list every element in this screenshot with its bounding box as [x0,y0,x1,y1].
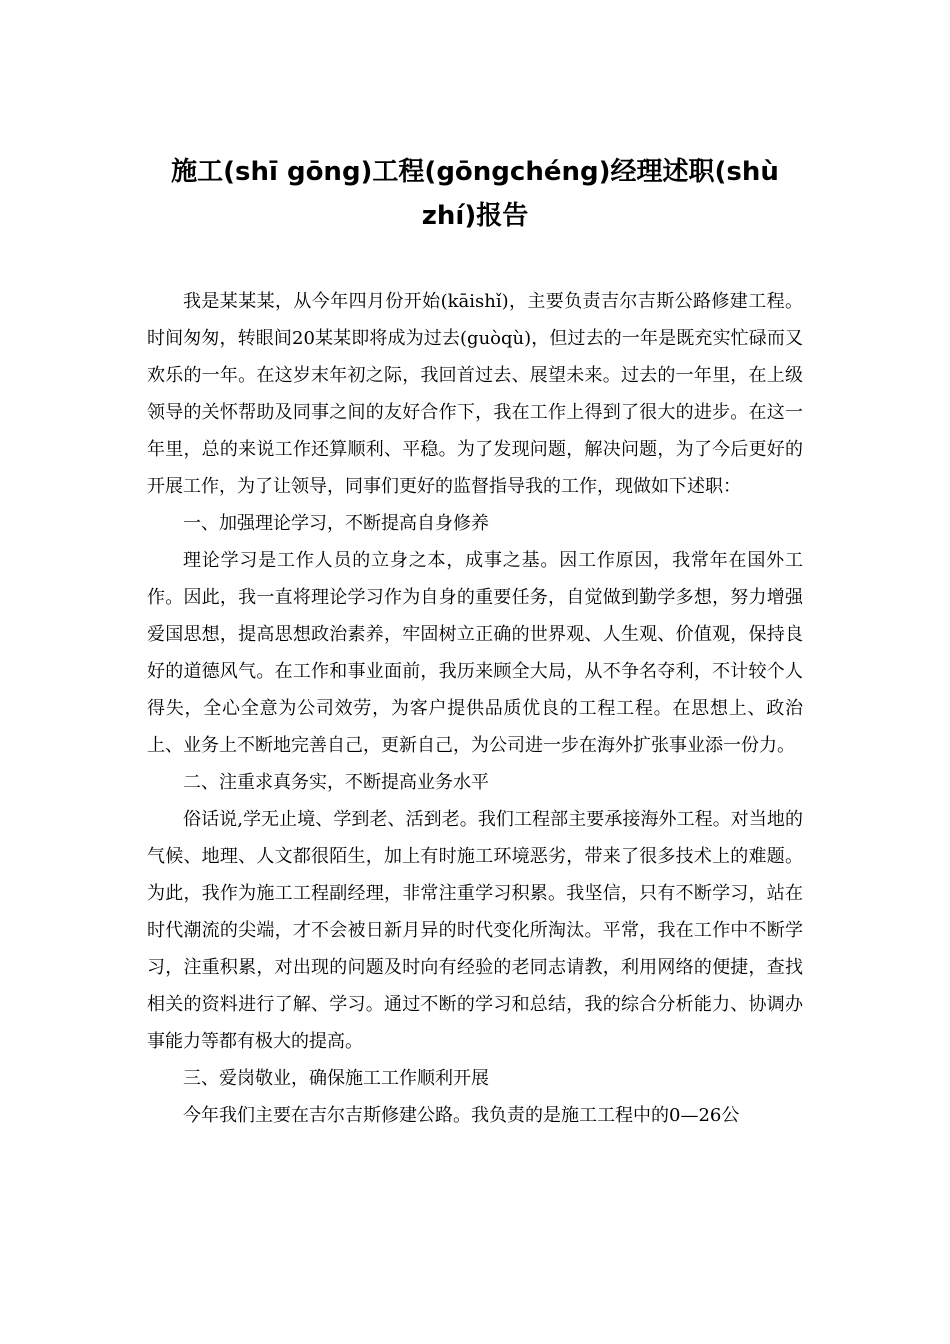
section-heading-2: 二、注重求真务实，不断提高业务水平 [183,772,489,793]
document-title: 施工(shī gōng)工程(gōngchéng)经理述职(shù zhí)报告 [171,157,779,231]
section-paragraph-3: 今年我们主要在吉尔吉斯修建公路。我负责的是施工工程中的0—26公 [183,1105,740,1126]
section-paragraph-1: 理论学习是工作人员的立身之本，成事之基。因工作原因，我常年在国外工作。因此，我一直将理论学习作为自身的重要任务，自觉做到勤学多想，努力增强爱国思想，提高思想政治素养，牢固树立正确的世界观、人生观、价值观，保持良好的道德风气。在工作和事业面前，我历来顾全大局，从不争名夺利，不计较个人得失，全心全意为公司效劳，为客户提供品质优良的工程工程。在思想上、政治上、业务上不断地完善自己，更新自己，为公司进一步在海外扩张事业添一份力。 [147,550,803,756]
section-heading-3: 三、爱岗敬业，确保施工工作顺利开展 [183,1068,489,1089]
intro-paragraph: 我是某某某，从今年四月份开始(kāishǐ)，主要负责吉尔吉斯公路修建工程。时间匆匆，转眼间20某某即将成为过去(guòqù)，但过去的一年是既充实忙碌而又欢乐的一年。在这岁末年初之际，我回首过去、展望未来。过去的一年里，在上级领导的关怀帮助及同事之间的友好合作下，我在工作上得到了很大的进步。在这一年里，总的来说工作还算顺利、平稳。为了发现问题，解决问题，为了今后更好的开展工作，为了让领导，同事们更好的监督指导我的工作，现做如下述职： [147,291,803,497]
section-paragraph-2: 俗话说,学无止境、学到老、活到老。我们工程部主要承接海外工程。对当地的气候、地理、人文都很陌生，加上有时施工环境恶劣，带来了很多技术上的难题。为此，我作为施工工程副经理，非常注重学习积累。我坚信，只有不断学习，站在时代潮流的尖端，才不会被日新月异的时代变化所淘汰。平常，我在工作中不断学习，注重积累，对出现的问题及时向有经验的老同志请教，利用网络的便捷，查找相关的资料进行了解、学习。通过不断的学习和总结，我的综合分析能力、协调办事能力等都有极大的提高。 [147,809,803,1052]
document-body [147,283,803,1134]
section-heading-1: 一、加强理论学习，不断提高自身修养 [183,513,489,534]
